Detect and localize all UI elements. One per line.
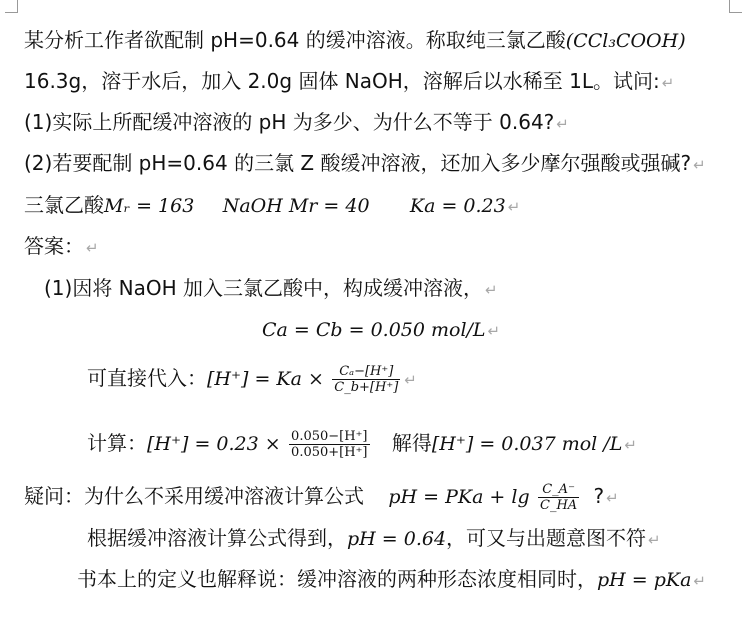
doubt-line-3 xyxy=(77,564,706,596)
paragraph-mark: ↵ xyxy=(507,198,521,216)
problem-line-1 xyxy=(24,25,686,56)
calculation-result: [H⁺] = 0.037 mol /L xyxy=(431,433,623,455)
answer-part-1-text: (1)因将 NaOH 加入三氯乙酸中，构成缓冲溶液， xyxy=(44,276,484,300)
fraction-numerator: C_A⁻ xyxy=(538,482,579,498)
paragraph-mark: ↵ xyxy=(693,156,706,174)
problem-intro-text: 某分析工作者欲配制 pH=0.64 的缓冲溶液。称取纯三氯乙酸 xyxy=(24,28,566,52)
paragraph-mark: ↵ xyxy=(556,115,569,133)
top-left-corner-mark xyxy=(5,0,18,13)
direct-substitution-label: 可直接代入： xyxy=(87,366,207,390)
paragraph-mark: ↵ xyxy=(86,239,99,257)
paragraph-mark: ↵ xyxy=(648,531,661,549)
givens-mr: Mᵣ = 163 xyxy=(104,195,195,217)
givens-line xyxy=(24,190,520,222)
doubt-line-2-tail: ，可又与出题意图不符 xyxy=(446,526,647,550)
problem-line-2 xyxy=(24,66,674,98)
ph-064-formula: pH = 0.64 xyxy=(347,528,447,550)
calculation-result-label: 解得 xyxy=(391,431,432,455)
doubt-line xyxy=(24,478,619,516)
doubt-line-2 xyxy=(87,523,661,555)
problem-line-2-text: 16.3g，溶于水后，加入 2.0g 固体 NaOH，溶解后以水稀至 1L。试问: xyxy=(24,69,660,93)
fraction-denominator: C_b+[H⁺] xyxy=(334,380,399,395)
givens-ka: Ka = 0.23 xyxy=(409,195,506,217)
direct-substitution-lhs: [H⁺] = Ka × xyxy=(207,368,324,390)
paragraph-mark: ↵ xyxy=(487,322,501,340)
question-1-text: (1)实际上所配缓冲溶液的 pH 为多少、为什么不等于 0.64? xyxy=(24,110,555,134)
calculation-line xyxy=(87,425,637,463)
paragraph-mark: ↵ xyxy=(661,74,675,92)
givens-naoh: NaOH Mr = 40 xyxy=(222,195,370,217)
fraction-denominator: C_HA xyxy=(540,498,578,513)
answer-part-1 xyxy=(44,273,498,305)
paragraph-mark: ↵ xyxy=(624,436,637,454)
direct-substitution-line xyxy=(87,360,417,398)
doubt-line-2-text: 根据缓冲溶液计算公式得到， xyxy=(87,526,347,550)
question-1 xyxy=(24,107,569,139)
fraction-numerator: 0.050−[H⁺] xyxy=(291,429,368,444)
calculation-label: 计算： xyxy=(87,431,147,455)
paragraph-mark: ↵ xyxy=(606,489,619,507)
formula-ccl3cooh: (CCl₃COOH) xyxy=(565,30,686,52)
doubt-line-3-text: 书本上的定义也解释说：缓冲溶液的两种形态浓度相同时， xyxy=(77,567,597,591)
paragraph-mark: ↵ xyxy=(404,371,417,389)
answer-label-line xyxy=(24,231,99,263)
doubt-text: 疑问：为什么不采用缓冲溶液计算公式 xyxy=(24,484,364,508)
calculation-fraction xyxy=(289,429,369,460)
answer-label: 答案： xyxy=(24,234,84,258)
buffer-formula-lhs: pH = PKa + lg xyxy=(388,486,530,508)
concentration-line xyxy=(262,314,500,346)
fraction-denominator: 0.050+[H⁺] xyxy=(291,445,368,460)
calculation-lhs: [H⁺] = 0.23 × xyxy=(147,433,281,455)
question-2 xyxy=(24,148,706,180)
doubt-question-mark: ? xyxy=(593,484,605,508)
paragraph-mark: ↵ xyxy=(693,572,706,590)
givens-label: 三氯乙酸 xyxy=(24,193,104,217)
ph-pka-formula: pH = pKa xyxy=(597,569,692,591)
buffer-formula-fraction xyxy=(538,482,579,513)
direct-substitution-fraction xyxy=(332,364,400,395)
concentration-formula: Ca = Cb = 0.050 mol/L xyxy=(262,319,486,341)
fraction-numerator: Cₐ−[H⁺] xyxy=(332,364,400,380)
paragraph-mark: ↵ xyxy=(485,281,498,299)
top-right-corner-mark xyxy=(729,0,742,13)
question-2-text: (2)若要配制 pH=0.64 的三氯 Z 酸缓冲溶液，还加入多少摩尔强酸或强碱? xyxy=(24,151,692,175)
